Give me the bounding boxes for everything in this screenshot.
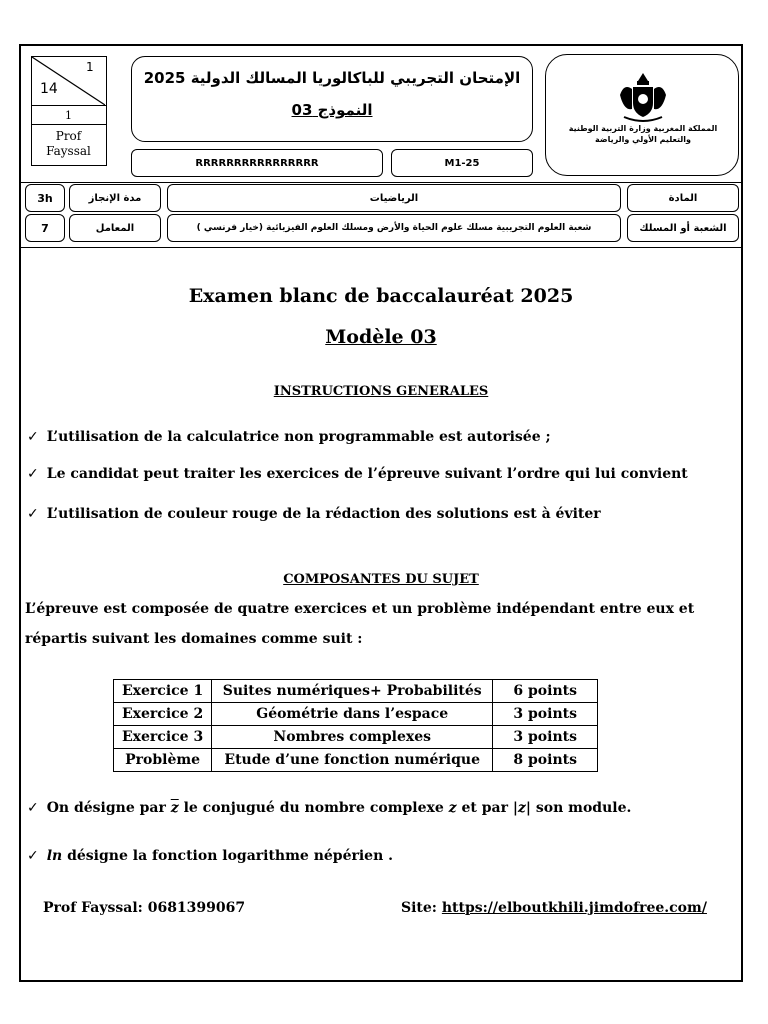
- code-box-right: M1-25: [391, 149, 533, 177]
- instruction-3: ✓ L’utilisation de couleur rouge de la rédaction des solutions est à éviter: [27, 506, 601, 522]
- cell-points: 3 points: [493, 703, 598, 726]
- ministry-text: المملكة المغربية وزارة التربية الوطنية والتعليم الأولي والرياضة: [568, 124, 718, 144]
- page-subtitle: Modèle 03: [325, 326, 437, 348]
- components-intro-line2: répartis suivant les domaines comme suit :: [25, 631, 363, 647]
- check-icon: ✓: [27, 848, 39, 864]
- page-number: 1: [86, 60, 94, 74]
- info-separator: [21, 247, 741, 248]
- cell-topic: Etude d’une fonction numérique: [212, 749, 493, 772]
- model-ar: النموذج 03: [291, 101, 373, 119]
- cell-topic: Géométrie dans l’espace: [212, 703, 493, 726]
- exam-title-box: [131, 56, 533, 142]
- page-counter-box: [31, 56, 107, 166]
- check-icon: ✓: [27, 800, 39, 816]
- cell-topic: Suites numériques+ Probabilités: [212, 680, 493, 703]
- page-title: Examen blanc de baccalauréat 2025: [188, 285, 574, 307]
- cell-points: 8 points: [493, 749, 598, 772]
- exam-title-ar: الإمتحان التجريبي للباكالوريا المسالك الدولية 2025: [143, 69, 521, 87]
- cell-name: Exercice 3: [114, 726, 212, 749]
- cell-points: 6 points: [493, 680, 598, 703]
- components-heading: COMPOSANTES DU SUJET: [283, 572, 479, 587]
- note-ln: ✓ ln désigne la fonction logarithme népérien .: [27, 848, 394, 864]
- cell-name: Exercice 2: [114, 703, 212, 726]
- instruction-1: ✓ L’utilisation de la calculatrice non programmable est autorisée ;: [27, 429, 551, 445]
- subject-value: الرياضيات: [167, 184, 621, 212]
- coef-label: المعامل: [69, 214, 161, 242]
- check-icon: ✓: [27, 466, 39, 482]
- crest-icon: [616, 69, 670, 125]
- ministry-logo-box: [545, 54, 739, 176]
- site-link[interactable]: https://elboutkhili.jimdofree.com/: [441, 900, 707, 916]
- header-separator: [21, 182, 741, 183]
- branch-label: الشعبة أو المسلك: [627, 214, 739, 242]
- components-intro-line1: L’épreuve est composée de quatre exercices et un problème indépendant entre eux et: [25, 601, 695, 617]
- exam-page: [19, 44, 743, 982]
- duration-value: 3h: [25, 184, 65, 212]
- prof-label: Prof Fayssal: [46, 129, 91, 158]
- coef-value: 7: [25, 214, 65, 242]
- table-row: [114, 726, 598, 749]
- duration-label: مدة الإنجاز: [69, 184, 161, 212]
- footer-prof: Prof Fayssal: 0681399067: [43, 900, 246, 916]
- page-sub-number: 1: [65, 108, 72, 122]
- table-row: [114, 680, 598, 703]
- note-conjugate: ✓ On désigne par $\overline{z}$ le conjugué du nombre complexe z et par |z| son module.: [27, 800, 632, 816]
- instruction-2: ✓ Le candidat peut traiter les exercices de l’épreuve suivant l’ordre qui lui convient: [27, 466, 688, 482]
- footer-site: Site: https://elboutkhili.jimdofree.com/: [401, 900, 707, 916]
- cell-points: 3 points: [493, 726, 598, 749]
- cell-topic: Nombres complexes: [212, 726, 493, 749]
- cell-name: Problème: [114, 749, 212, 772]
- check-icon: ✓: [27, 429, 39, 445]
- table-row: [114, 703, 598, 726]
- code-box-left: RRRRRRRRRRRRRRRR: [131, 149, 383, 177]
- table-row: [114, 749, 598, 772]
- instructions-heading: INSTRUCTIONS GENERALES: [273, 384, 489, 399]
- subject-label: المادة: [627, 184, 739, 212]
- check-icon: ✓: [27, 506, 39, 522]
- page-total: 14: [40, 81, 58, 97]
- branch-value: شعبة العلوم التجريبية مسلك علوم الحياة والأرض ومسلك العلوم الفيزيائية (خيار فرنسي ): [167, 214, 621, 242]
- components-table: [113, 679, 598, 772]
- cell-name: Exercice 1: [114, 680, 212, 703]
